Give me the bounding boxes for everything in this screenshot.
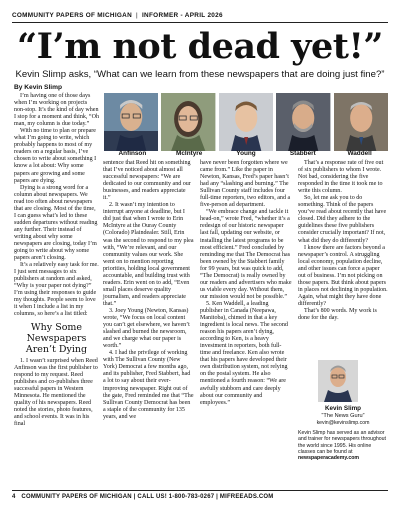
photo-caption: Stabbert <box>289 150 316 157</box>
publisher-photos <box>104 93 388 151</box>
paragraph: 3. Joey Young (Newton, Kansas) wrote, “We focus on local content you can’t get elsewhere, we haven’t slashed and burned the newsroom, and we charge what our paper is worth.” <box>103 307 190 350</box>
photo-caption: Waddell <box>347 150 372 157</box>
paragraph: have never been forgotten where we came from.” Like the paper in Newton, Kansas, Fred’s paper hasn’t had any “slashing and burning.” The Sullivan County staff includes four full-time reporters, two editors, and a five-person ad department. <box>200 160 291 209</box>
author-name: Kevin Slimp <box>324 405 362 412</box>
author-bio <box>298 430 388 461</box>
photo-caption: Young <box>236 150 256 157</box>
photo-captions <box>104 150 388 157</box>
paragraph: So, let me ask you to do something. Think of the papers you’ve read about recently that have closed. Did they adhere to the guidelines these five publishers consider crucially important? If not, what did they do differently? <box>298 195 387 244</box>
author-bio-link[interactable]: newspaperacademy.com <box>298 455 360 462</box>
article-column-2 <box>103 160 194 421</box>
footer-divider <box>12 490 388 491</box>
paragraph: I know there are factors beyond a newspaper’s control. A struggling local economy, population decline, and other issues can force a paper out of business. I’m not picking on those papers. But think about papers in places not declining in population. Again, what might they have done differently? <box>298 244 388 307</box>
paragraph: That’s 800 words. My work is done for the day. <box>298 307 377 322</box>
photo-mcintyre <box>161 93 215 151</box>
paragraph: “We embrace change and tackle it head-on,” wrote Fred, “whether it’s a redesign of our historic newspaper last fall, updating our website, or installing the latest programs to be most efficient.” Fred concluded by reminding me that The Democrat has been owned by the Stabbert family for 99 years, but was quick to add, “The Democrat) is really owned by our readers and advertisers who make us viable every day. Without them, our mission would not be possible.” <box>200 209 292 300</box>
header-divider <box>12 22 388 23</box>
page-footer <box>12 494 273 500</box>
article-column-1 <box>14 93 99 428</box>
photo-young <box>219 93 273 151</box>
paragraph: With no time to plan or prepare what I’m going to write, which probably happens to most of my readers on a regular basis, I’ve chosen to write about something I know a lot about: Why some papers are growing and some papers are dying. <box>14 128 97 184</box>
article-column-3 <box>200 160 292 407</box>
footer-text: COMMUNITY PAPERS OF MICHIGAN | CALL US! 1-800-783-0267 | MIFREEADS.COM <box>21 494 274 500</box>
photo-anfinson <box>104 93 158 151</box>
author-email[interactable]: kevin@kevinslimp.com <box>316 420 370 426</box>
byline: By Kevin Slimp <box>14 84 63 91</box>
paragraph: It’s a relatively easy task for me. I just sent messages to six publishers at random and asked, “Why is your paper not dying?” I’m using their responses to guide my thoughts. People seem to love it when I include a list in my columns, so here’s a list titled: <box>14 262 99 318</box>
author-photo <box>318 360 358 402</box>
paragraph: sentence that Reed hit on something that I’ve noticed about almost all successful newspapers: “We are dedicated to our community and our businesses, and readers appreciate it.” <box>103 160 191 202</box>
subheadline: Kevin Slimp asks, “What can we learn from these newspapers that are doing just fine?” <box>15 69 385 80</box>
header-separator: | <box>136 11 138 19</box>
publication-name: COMMUNITY PAPERS OF MICHIGAN <box>12 11 133 19</box>
article-column-4 <box>298 160 388 322</box>
page-number: 4 <box>12 494 16 500</box>
paragraph: 4. I had the privilege of working with The Sullivan County (New York) Democrat a few months ago, and its publisher, Fred Stabbert, had a lot to say about their ever-improving newspaper. Right out of the gate, Fred reminded me that “The Sullivan County Democrat has been a staple of the community for 135 years, and we <box>103 350 194 420</box>
author-bio-text: Kevin Slimp has served as an advisor and trainer for newspapers throughout the world since 1995. His online classes can be found at <box>298 430 386 455</box>
paragraph: 1. I wasn’t surprised when Reed Anfinson was the first publisher to respond to my request. Reed publishes and co-publishes three successful papers in Western Minnesota. He mentioned the quality of his newspapers. Reed noted the stories, photo features, and school events. It was in his final <box>14 357 98 427</box>
paragraph: That’s a response rate of five out of six publishers to whom I wrote. Not bad, considering the five responded in the time it took me to write this column. <box>298 160 384 195</box>
photo-stabbert <box>276 93 330 151</box>
author-tagline: “The News Guru” <box>321 413 365 419</box>
paragraph: 5. Ken Waddell, a leading publisher in Canada (Neepawa, Manitoba), chimed in that a key ingredient is local news. The second reason his papers aren’t dying, according to Ken, is a heavy investment in reporters, both full-time and freelance. Ken also wrote that his papers have developed their own distribution system, not relying on the postal system. He also mentioned a fourth reason: “We are awfully stubborn and care deeply about our community and employees.” <box>200 300 288 406</box>
page-header <box>12 8 388 22</box>
paragraph: Dying is a strong word for a column about newspapers. We read too often about newspapers that are closing. Most of the time, I can guess what’s led to these sudden departures without reading any further. Their instead of writing about why some newspapers are closing, today I’m going to write about why some papers aren’t closing. <box>14 184 98 262</box>
section-subhead: Why Some Newspapers Aren’t Dying <box>25 321 88 355</box>
photo-waddell <box>334 93 388 151</box>
paragraph: I’m having one of those days when I’m working on projects non-stop. It’s the kind of day when I stop for a moment and think, “Oh man, my column is due today.” <box>14 93 99 128</box>
paragraph: 2. It wasn’t my intention to interrupt anyone at deadline, but I did just that when I wrote to Erin McIntyre at the Ouray County (Colorado) Plaindealer. Still, Erin was the second to respond to my plea with, “We’re relevant, and our community values our work. She went on to mention reporting priorities, holding local government accountable, and building trust with readers. Erin went on to add, “Even small places deserve quality journalism, and readers appreciate that.” <box>103 202 194 307</box>
photo-caption: Anfinson <box>118 150 147 157</box>
headline: “I’m not dead yet!” <box>17 26 383 67</box>
issue-label: INFORMER - APRIL 2026 <box>141 11 223 19</box>
photo-caption: McIntyre <box>176 150 203 157</box>
